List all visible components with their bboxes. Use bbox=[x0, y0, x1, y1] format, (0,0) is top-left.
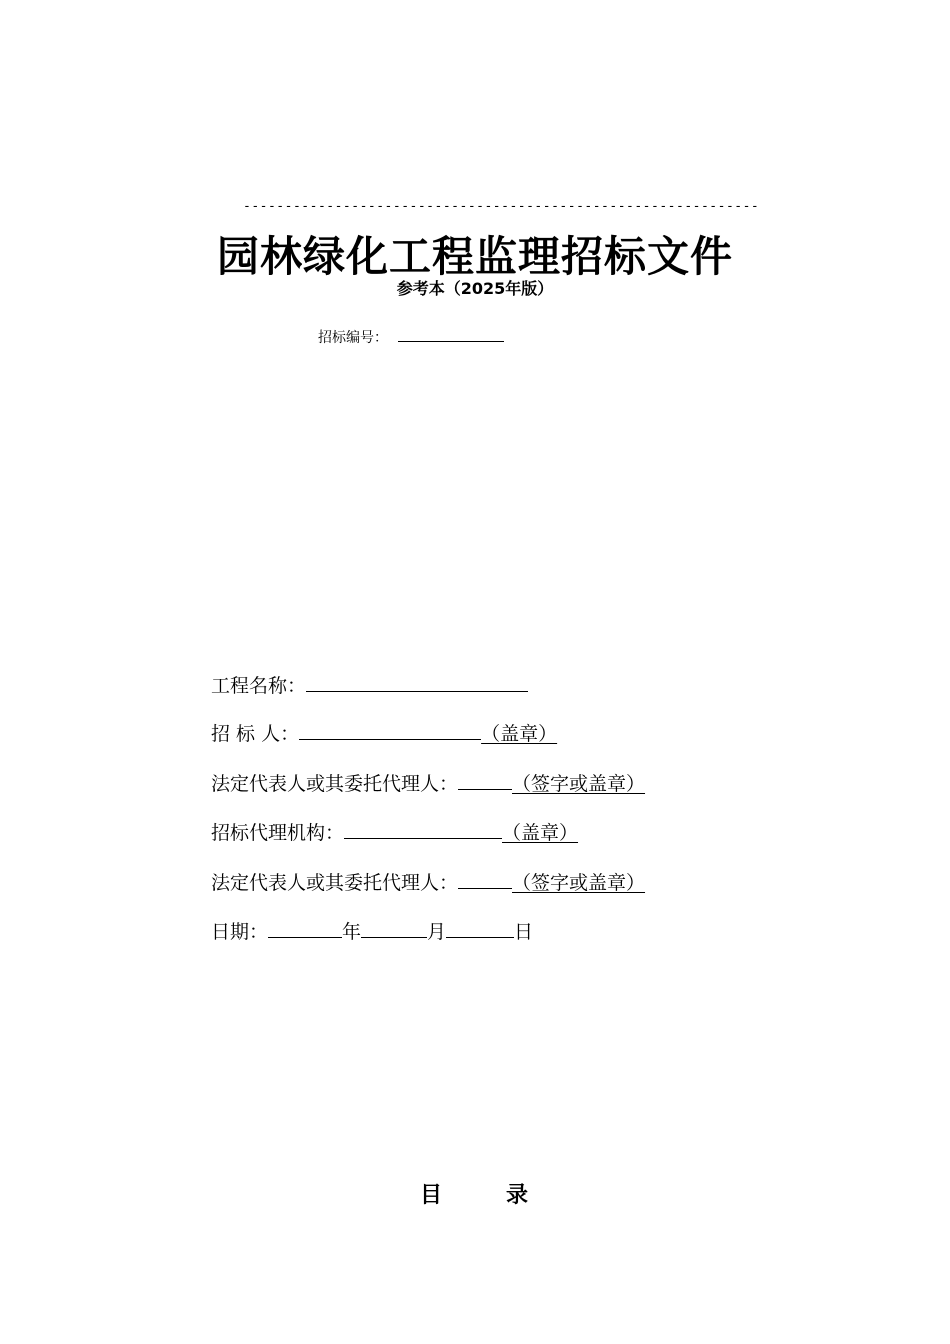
toc-char-2: 录 bbox=[506, 1183, 529, 1208]
legal-rep-label-1: 法定代表人或其委托代理人： bbox=[211, 773, 459, 795]
year-blank bbox=[268, 919, 342, 938]
project-name-blank bbox=[306, 673, 528, 692]
legal-rep-sign-note-1: （签字或盖章） bbox=[512, 773, 646, 795]
tenderer-label: 招 标 人： bbox=[211, 723, 300, 745]
agency-label: 招标代理机构： bbox=[211, 822, 345, 844]
legal-rep-sign-note-2: （签字或盖章） bbox=[512, 872, 646, 894]
project-name-row bbox=[211, 673, 528, 698]
legal-rep-row-2 bbox=[211, 870, 645, 895]
day-label: 日 bbox=[514, 921, 534, 943]
bid-number-label: 招标编号： bbox=[318, 330, 388, 346]
legal-rep-blank-1 bbox=[458, 771, 512, 790]
top-dash-rule: -------------------------------------------------------------- bbox=[243, 199, 760, 214]
legal-rep-label-2: 法定代表人或其委托代理人： bbox=[211, 872, 459, 894]
date-label: 日期： bbox=[211, 921, 269, 943]
year-label: 年 bbox=[342, 921, 362, 943]
toc-char-1: 目 bbox=[420, 1183, 443, 1208]
tenderer-blank bbox=[299, 721, 481, 740]
agency-blank bbox=[344, 820, 502, 839]
project-name-label: 工程名称： bbox=[211, 675, 307, 697]
agency-seal-note: （盖章） bbox=[502, 822, 579, 844]
day-blank bbox=[446, 919, 514, 938]
tenderer-seal-note: （盖章） bbox=[481, 723, 558, 745]
bid-number-blank bbox=[398, 327, 504, 342]
tenderer-row bbox=[211, 721, 557, 746]
legal-rep-row-1 bbox=[211, 771, 645, 796]
month-label: 月 bbox=[427, 921, 447, 943]
month-blank bbox=[361, 919, 427, 938]
document-title: 园林绿化工程监理招标文件 bbox=[216, 232, 733, 281]
agency-row bbox=[211, 820, 578, 845]
table-of-contents-heading bbox=[420, 1178, 528, 1209]
date-row bbox=[211, 919, 533, 944]
document-subtitle: 参考本（2025年版） bbox=[396, 279, 554, 298]
legal-rep-blank-2 bbox=[458, 870, 512, 889]
bid-number-row bbox=[318, 327, 504, 347]
